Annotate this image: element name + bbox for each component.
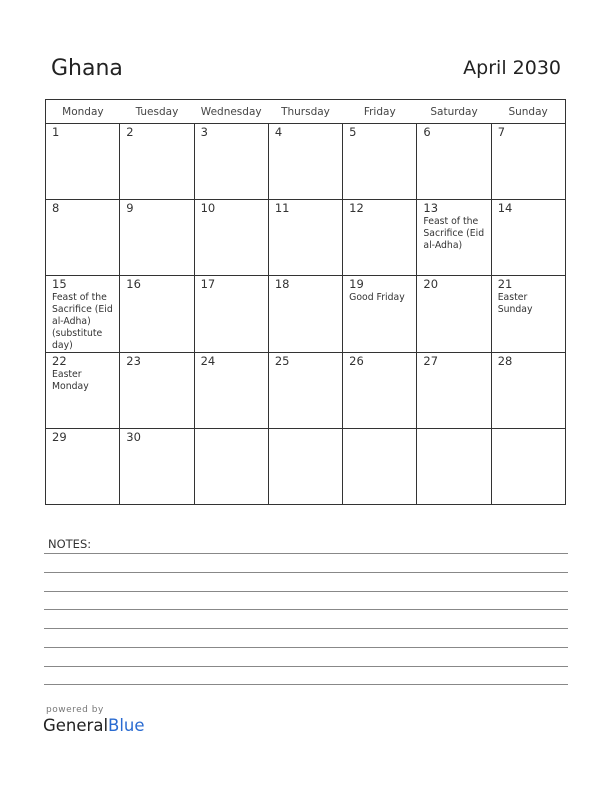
day-number: 9 — [126, 201, 134, 215]
day-number: 4 — [274, 125, 283, 139]
day-number: 18 — [274, 277, 290, 291]
day-number: 12 — [349, 201, 364, 215]
day-cell — [268, 124, 342, 200]
day-number: 10 — [200, 201, 216, 215]
notes-line — [44, 572, 568, 573]
day-number: 22 — [52, 354, 67, 368]
day-number: 19 — [349, 277, 364, 291]
day-number: 17 — [200, 277, 216, 291]
day-cell — [46, 124, 120, 200]
day-cell — [343, 276, 417, 353]
day-number: 29 — [52, 430, 67, 444]
day-number: 24 — [200, 354, 216, 368]
holiday-label: Good Friday — [349, 292, 405, 303]
day-cell — [194, 200, 268, 276]
day-number: 27 — [423, 354, 439, 368]
country-title: Ghana — [51, 56, 123, 81]
weekday-header: Thursday — [268, 100, 342, 124]
day-number: 21 — [497, 277, 513, 291]
day-cell — [194, 124, 268, 200]
day-cell — [120, 276, 194, 353]
day-cell — [268, 276, 342, 353]
day-cell — [491, 200, 565, 276]
day-cell — [46, 200, 120, 276]
day-number: 20 — [423, 277, 439, 291]
day-number: 11 — [274, 201, 290, 215]
day-cell — [120, 429, 194, 505]
day-cell — [343, 353, 417, 429]
day-cell — [268, 429, 342, 505]
holiday-label: Feast of the Sacrifice (Eid al-Adha) — [423, 216, 485, 251]
holiday-label: Easter Monday — [52, 369, 89, 392]
day-cell — [491, 429, 565, 505]
day-cell — [491, 353, 565, 429]
month-title: April 2030 — [463, 57, 561, 79]
holiday-label: Easter Sunday — [497, 292, 533, 315]
brand-blue: Blue — [108, 716, 145, 735]
day-cell — [417, 429, 491, 505]
day-number: 14 — [497, 201, 513, 215]
day-number: 30 — [126, 430, 141, 444]
day-cell — [120, 200, 194, 276]
day-number: 28 — [497, 354, 513, 368]
day-number: 26 — [349, 354, 364, 368]
day-number: 16 — [126, 277, 141, 291]
brand-general: General — [43, 716, 109, 735]
weekday-header: Friday — [343, 100, 417, 124]
week-row — [46, 276, 566, 353]
week-row — [46, 353, 566, 429]
day-cell — [343, 429, 417, 505]
day-cell — [417, 200, 491, 276]
day-number: 13 — [423, 201, 439, 215]
day-number: 2 — [126, 125, 134, 139]
day-number: 7 — [497, 125, 506, 139]
powered-by-text: powered by — [46, 705, 104, 715]
day-number: 5 — [349, 125, 357, 139]
day-number: 8 — [52, 201, 60, 215]
notes-line — [44, 591, 568, 592]
day-number: 15 — [52, 277, 67, 291]
notes-line — [44, 609, 568, 610]
day-cell — [268, 200, 342, 276]
holiday-label: Feast of the Sacrifice (Eid al-Adha) (substitute day) — [52, 292, 113, 351]
week-row — [46, 124, 566, 200]
week-row — [46, 200, 566, 276]
day-number: 6 — [423, 125, 431, 139]
week-row — [46, 429, 566, 505]
day-number: 23 — [126, 354, 141, 368]
day-number: 1 — [52, 125, 60, 139]
day-cell — [194, 276, 268, 353]
day-cell — [491, 276, 565, 353]
weekday-header: Saturday — [417, 100, 491, 124]
day-cell — [46, 276, 120, 353]
notes-label: NOTES: — [48, 537, 92, 551]
day-cell — [417, 124, 491, 200]
day-cell — [491, 124, 565, 200]
day-number: 25 — [274, 354, 290, 368]
day-number: 3 — [200, 125, 208, 139]
notes-line — [44, 628, 568, 629]
day-cell — [120, 353, 194, 429]
day-cell — [194, 429, 268, 505]
notes-line — [44, 553, 568, 554]
notes-line — [44, 666, 568, 667]
day-cell — [46, 353, 120, 429]
day-cell — [343, 200, 417, 276]
day-cell — [417, 276, 491, 353]
notes-line — [44, 647, 568, 648]
notes-line — [44, 684, 568, 685]
generalblue-logo — [43, 716, 145, 735]
calendar-grid — [45, 99, 566, 505]
weekday-header: Sunday — [491, 100, 565, 124]
weekday-header: Wednesday — [194, 100, 268, 124]
weekday-header: Tuesday — [120, 100, 194, 124]
day-cell — [268, 353, 342, 429]
weekday-header: Monday — [46, 100, 120, 124]
day-cell — [46, 429, 120, 505]
day-cell — [194, 353, 268, 429]
day-cell — [417, 353, 491, 429]
day-cell — [343, 124, 417, 200]
day-cell — [120, 124, 194, 200]
weekday-header-row — [46, 100, 566, 124]
